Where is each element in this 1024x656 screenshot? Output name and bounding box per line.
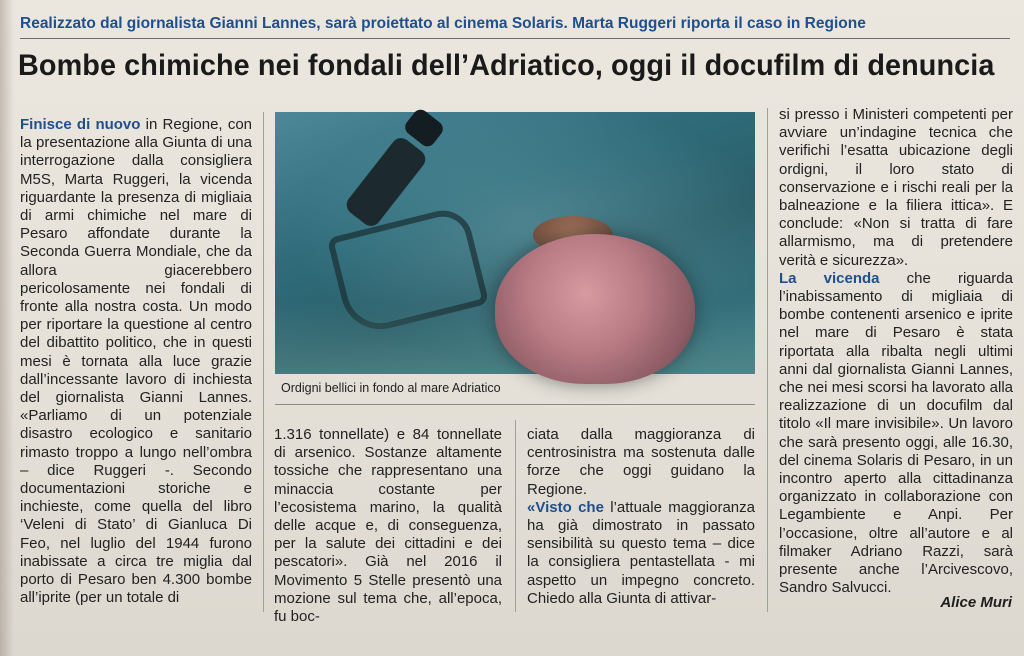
- photo-caption: Ordigni bellici in fondo al mare Adriatico: [281, 381, 501, 395]
- article-photo: [275, 112, 755, 374]
- column-3-text-a: ciata dalla maggioranza di centrosinistra ma sostenuta dalle forze che oggi guidano la Regione.: [527, 426, 755, 498]
- column-4-text-b: che riguarda l’inabissamento di migliaia di bombe contenenti arsenico e iprite nel mare di Pesaro è stata riportata alla ribalta negli ultimi anni dal giornalista Gianni Lannes, che nei mesi scorsi ha lavorato alla realizzazione di un docufilm dal titolo «Il mare invisibile». Un lavoro che sarà presento oggi, alle 16.30, del cinema Solaris di Pesaro, in un incontro aperto alla cittadinanza organizzato in collaborazione con Legambiente e Anpi. Per l’occasione, oltre all’autore e al filmaker Adriano Razzi, sarà presente anche l’Arcivescovo, Sandro Salvucci.: [779, 269, 1013, 597]
- author-signature: Alice Muri: [940, 594, 1012, 611]
- article-kicker: Realizzato dal giornalista Gianni Lannes, sarà proiettato al cinema Solaris. Marta Ruggeri riporta il caso in Regione: [20, 15, 866, 32]
- column-4-text-a: si presso i Ministeri competenti per avviare un’indagine tecnica che verifichi l’esatta ubicazione degli ordigni, il loro stato di conservazione e i rischi reali per la balneazione e la filiera ittica». E conclude: «Non si tratta di fare allarmismo, ma di pretendere verità e sicurezza».: [779, 106, 1013, 269]
- article-column-1: [20, 116, 252, 612]
- article-column-4: [779, 106, 1013, 614]
- photo-chemical-bomb: [495, 234, 695, 384]
- column-2-text: 1.316 tonnellate) e 84 tonnellate di arsenico. Sostanze altamente tossiche che rappresentano una minaccia costante per l’ecosistema marino, la qualità delle acque e, di conseguenza, per la salute dei cittadini e dei pescatori». Già nel 2016 il Movimento 5 Stelle presentò una mozione sul tema che, all’epoca, fu boc-: [274, 426, 502, 626]
- kicker-divider: [20, 38, 1010, 39]
- column-divider: [515, 420, 516, 612]
- article-headline: Bombe chimiche nei fondali dell’Adriatico, oggi il docufilm di denuncia: [18, 49, 995, 82]
- article-column-3: [527, 426, 755, 616]
- column-1-lead: Finisce di nuovo: [20, 116, 141, 133]
- page-fold-shadow: [0, 0, 14, 656]
- column-divider: [263, 112, 264, 612]
- column-3-lead: «Visto che: [527, 498, 604, 516]
- column-4-lead: La vicenda: [779, 269, 880, 287]
- column-1-text: in Regione, con la presentazione alla Giunta di una interrogazione dalla consigliera M5S, Marta Ruggeri, la vicenda riguardante la presenza di migliaia di armi chimiche nel mare di Pesaro affondate durante la Seconda Guerra Mondiale, che da allora giacerebbero pericolosamente nei fondali di fronte alla nostra costa. Un modo per riportare la questione al centro del dibattito politico, che in questi mesi è tornata alla luce grazie dall’incessante lavoro di inchiesta del giornalista Gianni Lannes. «Parliamo di un potenziale disastro ecologico e sanitario rimasto troppo a lungo nell’ombra – dice Ruggeri -. Secondo documentazioni storiche e inchieste, come quella del libro ‘Veleni di Stato’ di Gianluca Di Feo, nel luglio del 1944 furono inabissate a circa tre miglia dal porto di Pesaro ben 4.300 bombe all’iprite (per un totale di: [20, 116, 252, 607]
- caption-divider: [275, 404, 755, 405]
- column-3-text-b: l’attuale maggioranza ha già dimostrato in passato sensibilità su questo tema – dice la consigliera pentastellata - mi aspetto un impegno concreto. Chiedo alla Giunta di attivar-: [527, 498, 755, 607]
- column-divider: [767, 108, 768, 612]
- article-column-2: [274, 426, 502, 626]
